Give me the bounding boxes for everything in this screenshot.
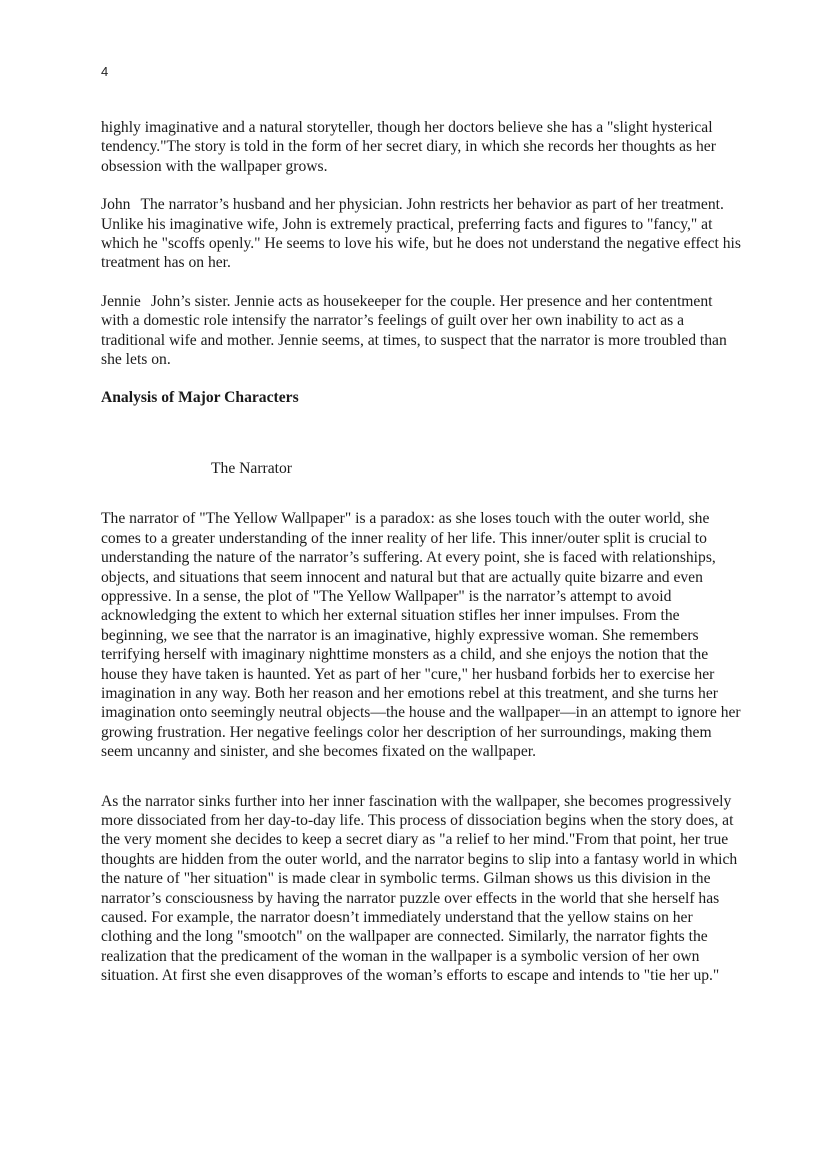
page-number: 4	[101, 64, 109, 79]
subsection-heading: The Narrator	[211, 459, 292, 477]
character-entry-jennie	[101, 292, 741, 370]
intro-continuation-paragraph: highly imaginative and a natural storyteller, though her doctors believe she has a "slight hysterical tendency."The story is told in the form of her secret diary, in which she records her thoughts as her obsession with the wallpaper grows.	[101, 119, 716, 175]
character-description-john: The narrator’s husband and her physician. John restricts her behavior as part of her treatment. Unlike his imaginative wife, John is extremely practical, preferring facts and figures to "fancy," at which he "scoffs openly." He seems to love his wife, but he does not understand the negative effect his treatment has on her.	[101, 196, 741, 272]
character-term-john: John	[101, 196, 131, 214]
narrator-analysis-paragraph-2: As the narrator sinks further into her inner fascination with the wallpaper, she becomes progressively more dissociated from her day-to-day life. This process of dissociation begins when the story does, at the very moment she decides to keep a secret diary as "a relief to her mind."From that point, her true thoughts are hidden from the outer world, and the narrator begins to slip into a fantasy world in which the nature of "her situation" is made clear in symbolic terms. Gilman shows us this division in the narrator’s consciousness by having the narrator puzzle over effects in the world that she herself has caused. For example, the narrator doesn’t immediately understand that the yellow stains on her clothing and the long "smootch" on the wallpaper are connected. Similarly, the narrator fights the realization that the predicament of the woman in the wallpaper is a symbolic version of her own situation. At first she even disapproves of the woman’s efforts to escape and intends to "tie her up."	[101, 792, 738, 985]
character-term-jennie: Jennie	[101, 292, 141, 310]
section-heading: Analysis of Major Characters	[101, 389, 299, 407]
narrator-analysis-paragraph-1: The narrator of "The Yellow Wallpaper" is a paradox: as she loses touch with the outer world, she comes to a greater understanding of the inner reality of her life. This inner/outer split is crucial to understanding the nature of the narrator’s suffering. At every point, she is faced with relationships, objects, and situations that seem innocent and natural but that are actually quite bizarre and even oppressive. In a sense, the plot of "The Yellow Wallpaper" is the narrator’s attempt to avoid acknowledging the extent to which her external situation stifles her inner impulses. From the beginning, we see that the narrator is an imaginative, highly expressive woman. She remembers terrifying herself with imaginary nighttime monsters as a child, and she enjoys the notion that the house they have taken is haunted. Yet as part of her "cure," her husband forbids her to exercise her imagination in any way. Both her reason and her emotions rebel at this treatment, and she turns her imagination onto seemingly neutral objects—the house and the wallpaper—in an attempt to ignore her growing frustration. Her negative feelings color her description of her surroundings, making them seem uncanny and sinister, and she becomes fixated on the wallpaper.	[101, 510, 741, 761]
page-body	[101, 118, 741, 986]
character-entry-john	[101, 195, 741, 273]
character-description-jennie: John’s sister. Jennie acts as housekeeper for the couple. Her presence and her contentment with a domestic role intensify the narrator’s feelings of guilt over her own inability to act as a traditional wife and mother. Jennie seems, at times, to suspect that the narrator is more troubled than she lets on.	[101, 292, 727, 369]
